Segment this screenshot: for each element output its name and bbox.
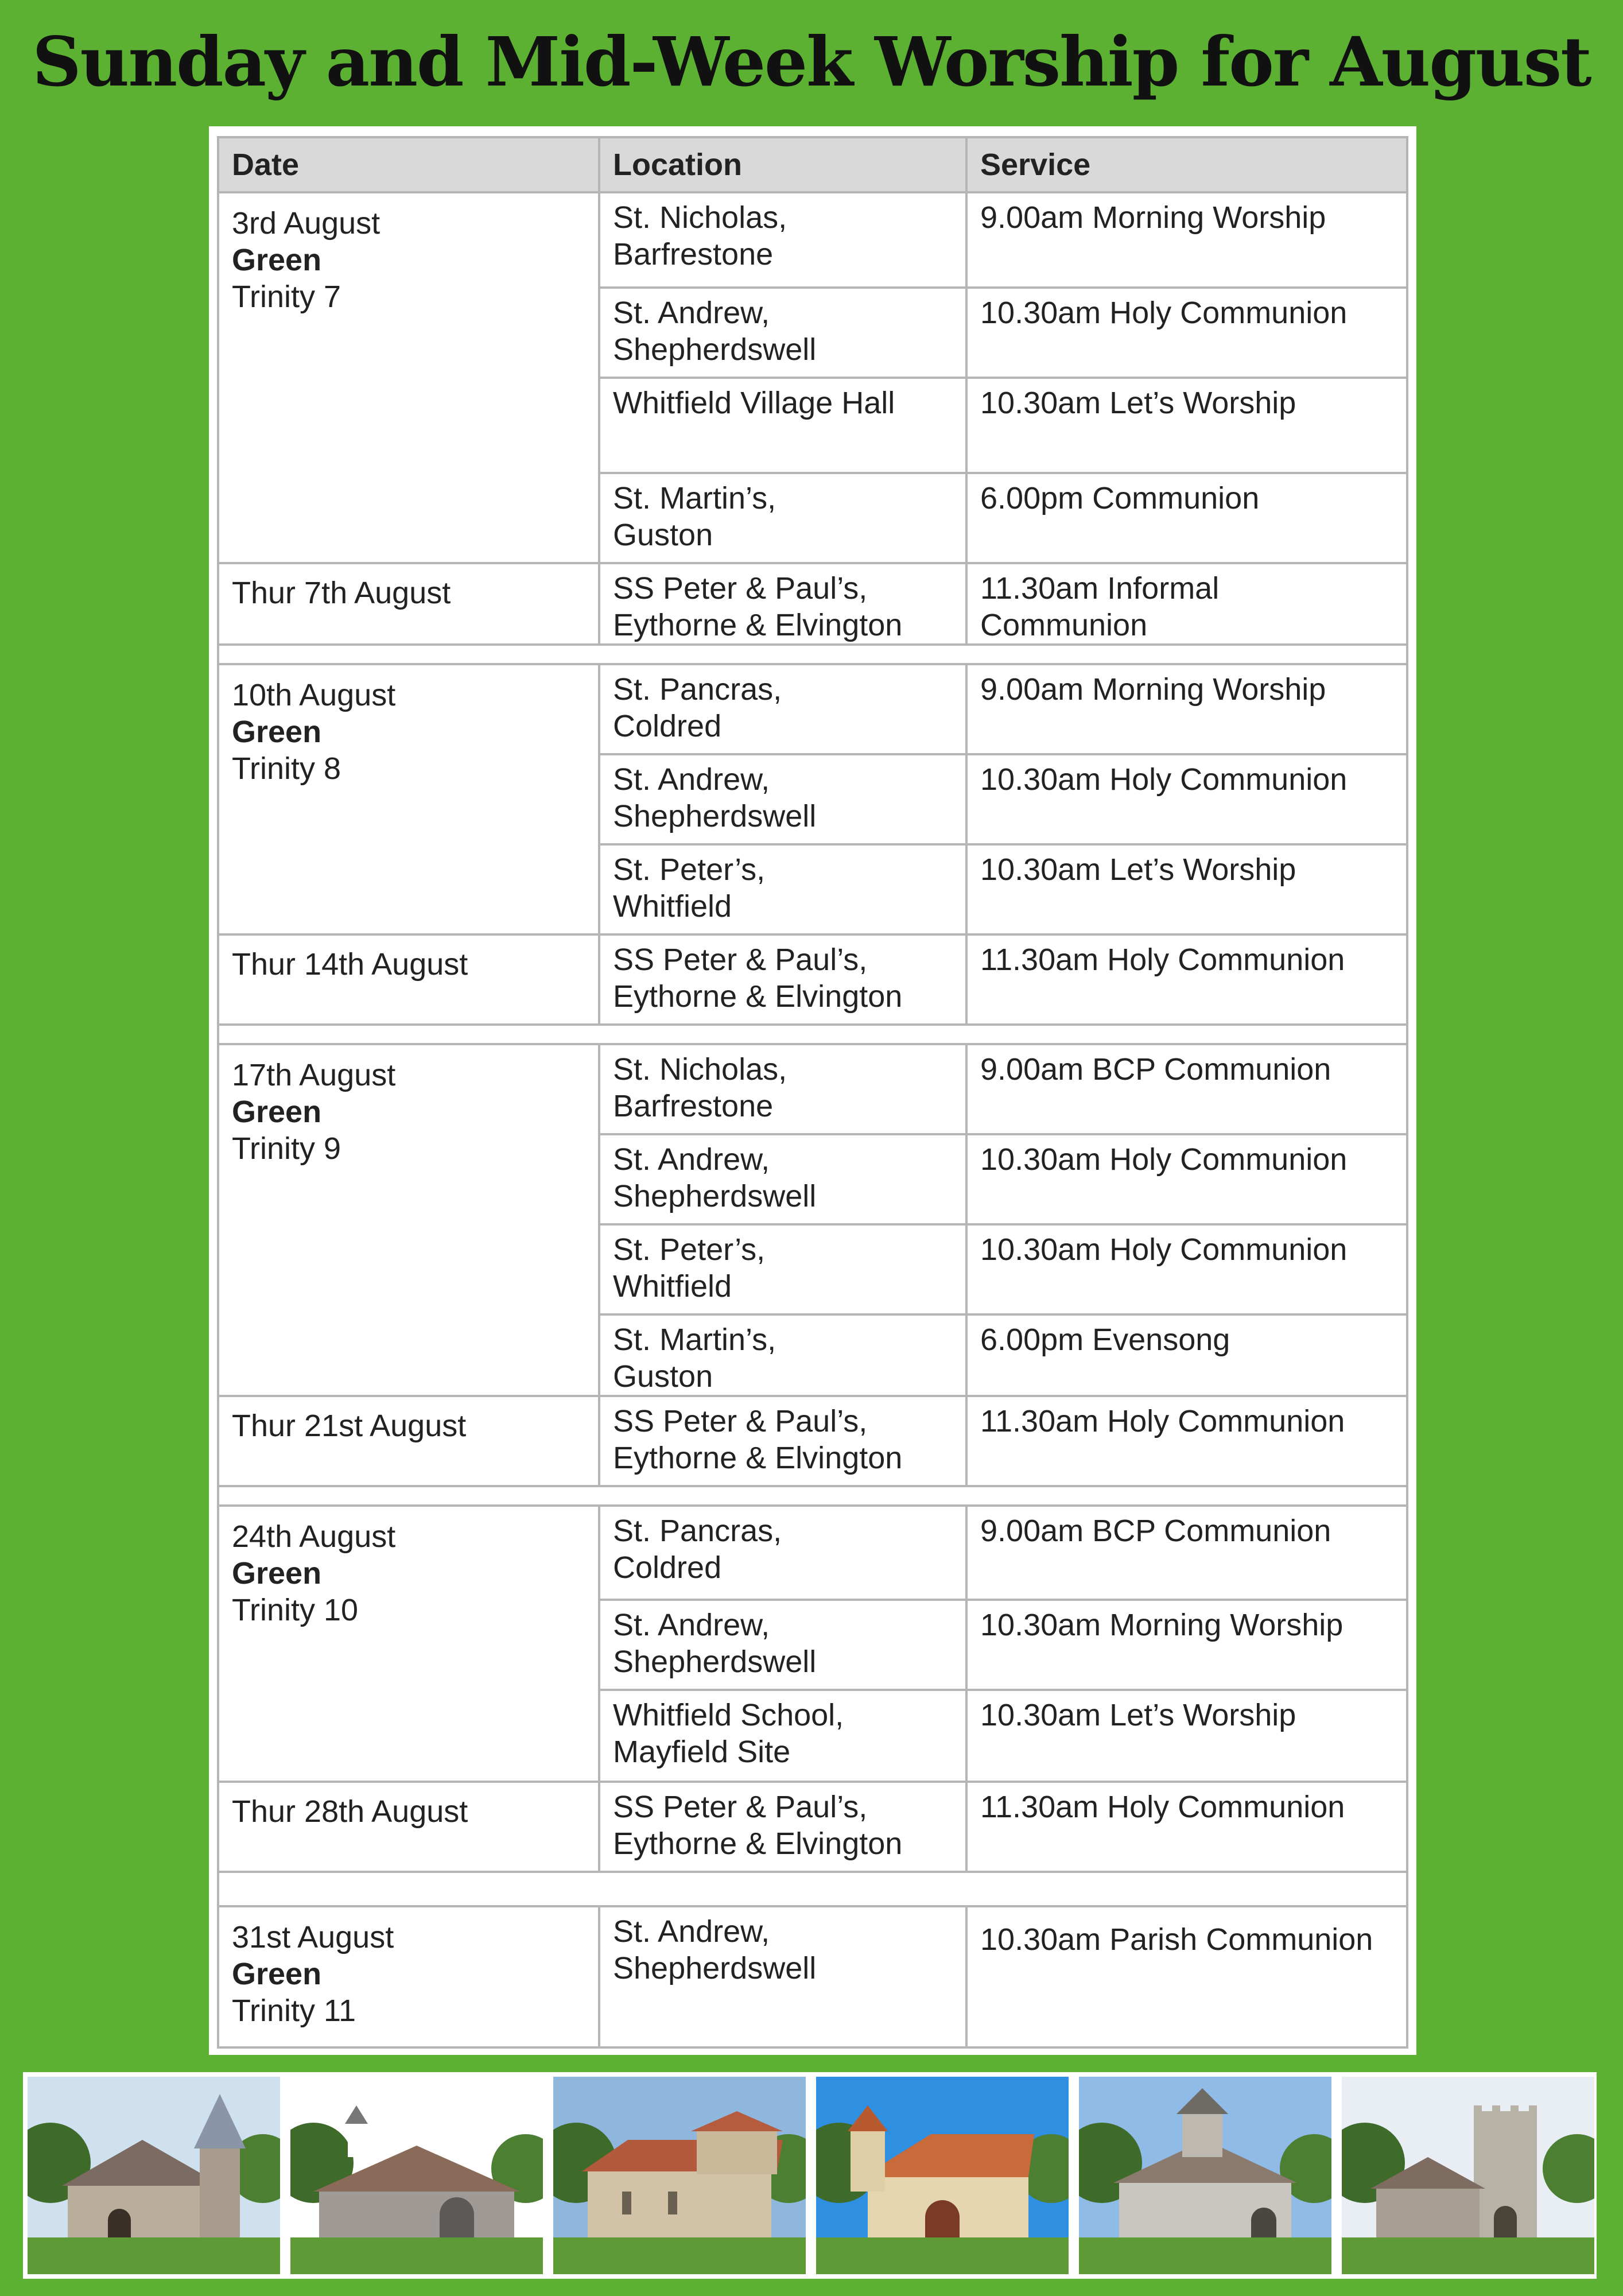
tower-church-photo-icon — [1342, 2077, 1594, 2274]
service-cell: 9.00am BCP Communion — [966, 1506, 1407, 1600]
date-cell — [218, 192, 599, 563]
red-roof-church-photo-icon — [816, 2077, 1069, 2274]
date-cell — [218, 1506, 599, 1782]
table-row — [218, 664, 1407, 754]
date-cell — [218, 664, 599, 934]
liturgical-colour: Green — [232, 1095, 322, 1129]
location-line: Barfrestone — [613, 237, 774, 272]
service-cell: 10.30am Let’s Worship — [966, 1690, 1407, 1782]
location-line: Shepherdswell — [613, 1951, 817, 1985]
table-row — [218, 192, 1407, 288]
midweek-row — [218, 934, 1407, 1025]
table-row — [218, 1906, 1407, 2047]
trinity-sunday: Trinity 9 — [232, 1131, 341, 1166]
liturgical-colour: Green — [232, 715, 322, 749]
location-cell — [599, 664, 966, 754]
trinity-sunday: Trinity 7 — [232, 280, 341, 314]
location-line: SS Peter & Paul’s, — [613, 571, 868, 606]
location-line: Mayfield Site — [613, 1735, 791, 1769]
trinity-sunday: Trinity 11 — [232, 1994, 356, 2028]
spacer-cell — [218, 1872, 1407, 1906]
column-header-location: Location — [599, 137, 966, 192]
sunday-date: 10th August — [232, 678, 396, 712]
location-line: St. Andrew, — [613, 296, 770, 330]
service-cell: 10.30am Let’s Worship — [966, 844, 1407, 934]
column-header-date: Date — [218, 137, 599, 192]
service-cell: 10.30am Parish Communion — [966, 1906, 1407, 2047]
service-cell: 11.30am Holy Communion — [966, 1396, 1407, 1486]
sunday-date: 17th August — [232, 1058, 396, 1092]
table-row — [218, 1506, 1407, 1600]
date-cell — [218, 1044, 599, 1396]
location-line: Guston — [613, 518, 713, 552]
spacer-cell — [218, 1025, 1407, 1044]
location-cell — [599, 1044, 966, 1134]
location-line: St. Andrew, — [613, 1142, 770, 1177]
service-cell: 11.30am Holy Communion — [966, 1782, 1407, 1872]
midweek-date-cell: Thur 21st August — [218, 1396, 599, 1486]
location-line: Shepherdswell — [613, 799, 817, 833]
location-line: Shepherdswell — [613, 1645, 817, 1679]
location-cell — [599, 563, 966, 645]
spacer-row — [218, 1872, 1407, 1906]
column-header-service: Service — [966, 137, 1407, 192]
church-photo-strip — [23, 2072, 1597, 2279]
spacer-cell — [218, 1486, 1407, 1506]
location-line: Shepherdswell — [613, 332, 817, 367]
service-cell: 10.30am Holy Communion — [966, 1134, 1407, 1224]
location-line: Eythorne & Elvington — [613, 1441, 903, 1475]
table-body — [218, 192, 1407, 2047]
location-line: Whitfield School, — [613, 1698, 844, 1732]
location-line: Eythorne & Elvington — [613, 979, 903, 1014]
service-cell: 9.00am BCP Communion — [966, 1044, 1407, 1134]
location-line: St. Pancras, — [613, 1514, 782, 1548]
location-line: St. Martin’s, — [613, 1322, 776, 1357]
location-cell — [599, 1396, 966, 1486]
spacer-row — [218, 645, 1407, 664]
location-cell — [599, 288, 966, 378]
liturgical-colour: Green — [232, 1556, 322, 1591]
location-line: St. Peter’s, — [613, 1232, 766, 1267]
trinity-sunday: Trinity 10 — [232, 1593, 359, 1627]
spacer-row — [218, 1486, 1407, 1506]
church-spire-photo-icon — [28, 2077, 280, 2274]
location-line: St. Andrew, — [613, 1608, 770, 1642]
spacer-cell — [218, 645, 1407, 664]
table-row — [218, 1044, 1407, 1134]
flint-church-photo-icon — [1079, 2077, 1331, 2274]
location-line: Barfrestone — [613, 1089, 774, 1123]
location-cell — [599, 473, 966, 563]
location-line: St. Andrew, — [613, 1914, 770, 1949]
date-cell — [218, 1906, 599, 2047]
page-title: Sunday and Mid-Week Worship for August — [32, 22, 1591, 102]
liturgical-colour: Green — [232, 243, 322, 277]
sunday-date: 3rd August — [232, 206, 380, 241]
service-cell: 10.30am Let’s Worship — [966, 378, 1407, 473]
location-line: St. Martin’s, — [613, 481, 776, 515]
location-line: Coldred — [613, 1550, 722, 1585]
location-line: Coldred — [613, 709, 722, 743]
worship-schedule-table — [217, 136, 1408, 2049]
schedule-sheet — [209, 126, 1416, 2055]
norman-church-photo-icon — [553, 2077, 806, 2274]
location-cell — [599, 192, 966, 288]
midweek-row — [218, 1782, 1407, 1872]
sunday-date: 24th August — [232, 1519, 396, 1554]
spacer-row — [218, 1025, 1407, 1044]
location-line: Whitfield — [613, 1269, 732, 1304]
location-cell — [599, 1600, 966, 1690]
liturgical-colour: Green — [232, 1957, 322, 1991]
location-line: SS Peter & Paul’s, — [613, 1404, 868, 1438]
location-line: St. Nicholas, — [613, 200, 787, 235]
location-line: St. Pancras, — [613, 672, 782, 707]
location-cell — [599, 1134, 966, 1224]
table-header-row — [218, 137, 1407, 192]
service-cell: 9.00am Morning Worship — [966, 192, 1407, 288]
location-cell — [599, 1690, 966, 1782]
service-cell: 6.00pm Evensong — [966, 1314, 1407, 1396]
location-line: Eythorne & Elvington — [613, 1826, 903, 1861]
location-cell — [599, 378, 966, 473]
church-bellcote-photo-icon — [290, 2077, 543, 2274]
location-line: Shepherdswell — [613, 1179, 817, 1213]
location-cell — [599, 1782, 966, 1872]
trinity-sunday: Trinity 8 — [232, 751, 341, 786]
location-cell — [599, 844, 966, 934]
midweek-row — [218, 1396, 1407, 1486]
service-cell: 10.30am Holy Communion — [966, 288, 1407, 378]
service-cell: 10.30am Holy Communion — [966, 754, 1407, 844]
service-cell: 10.30am Holy Communion — [966, 1224, 1407, 1314]
location-line: St. Andrew, — [613, 762, 770, 797]
location-cell — [599, 934, 966, 1025]
location-cell — [599, 754, 966, 844]
midweek-row — [218, 563, 1407, 645]
midweek-date-cell: Thur 7th August — [218, 563, 599, 645]
location-line: Guston — [613, 1359, 713, 1394]
location-line: Eythorne & Elvington — [613, 608, 903, 642]
location-cell — [599, 1506, 966, 1600]
location-line: Whitfield — [613, 889, 732, 924]
midweek-date-cell: Thur 28th August — [218, 1782, 599, 1872]
location-cell — [599, 1906, 966, 2047]
location-line: SS Peter & Paul’s, — [613, 1790, 868, 1824]
location-cell — [599, 1224, 966, 1314]
midweek-date-cell: Thur 14th August — [218, 934, 599, 1025]
location-line: St. Nicholas, — [613, 1052, 787, 1087]
sunday-date: 31st August — [232, 1920, 394, 1954]
location-line: SS Peter & Paul’s, — [613, 943, 868, 977]
service-cell: 6.00pm Communion — [966, 473, 1407, 563]
location-cell — [599, 1314, 966, 1396]
service-cell: 9.00am Morning Worship — [966, 664, 1407, 754]
service-cell: 11.30am Informal Communion — [966, 563, 1407, 645]
location-line: St. Peter’s, — [613, 852, 766, 887]
service-cell: 10.30am Morning Worship — [966, 1600, 1407, 1690]
location-line: Whitfield Village Hall — [613, 386, 895, 420]
service-cell: 11.30am Holy Communion — [966, 934, 1407, 1025]
